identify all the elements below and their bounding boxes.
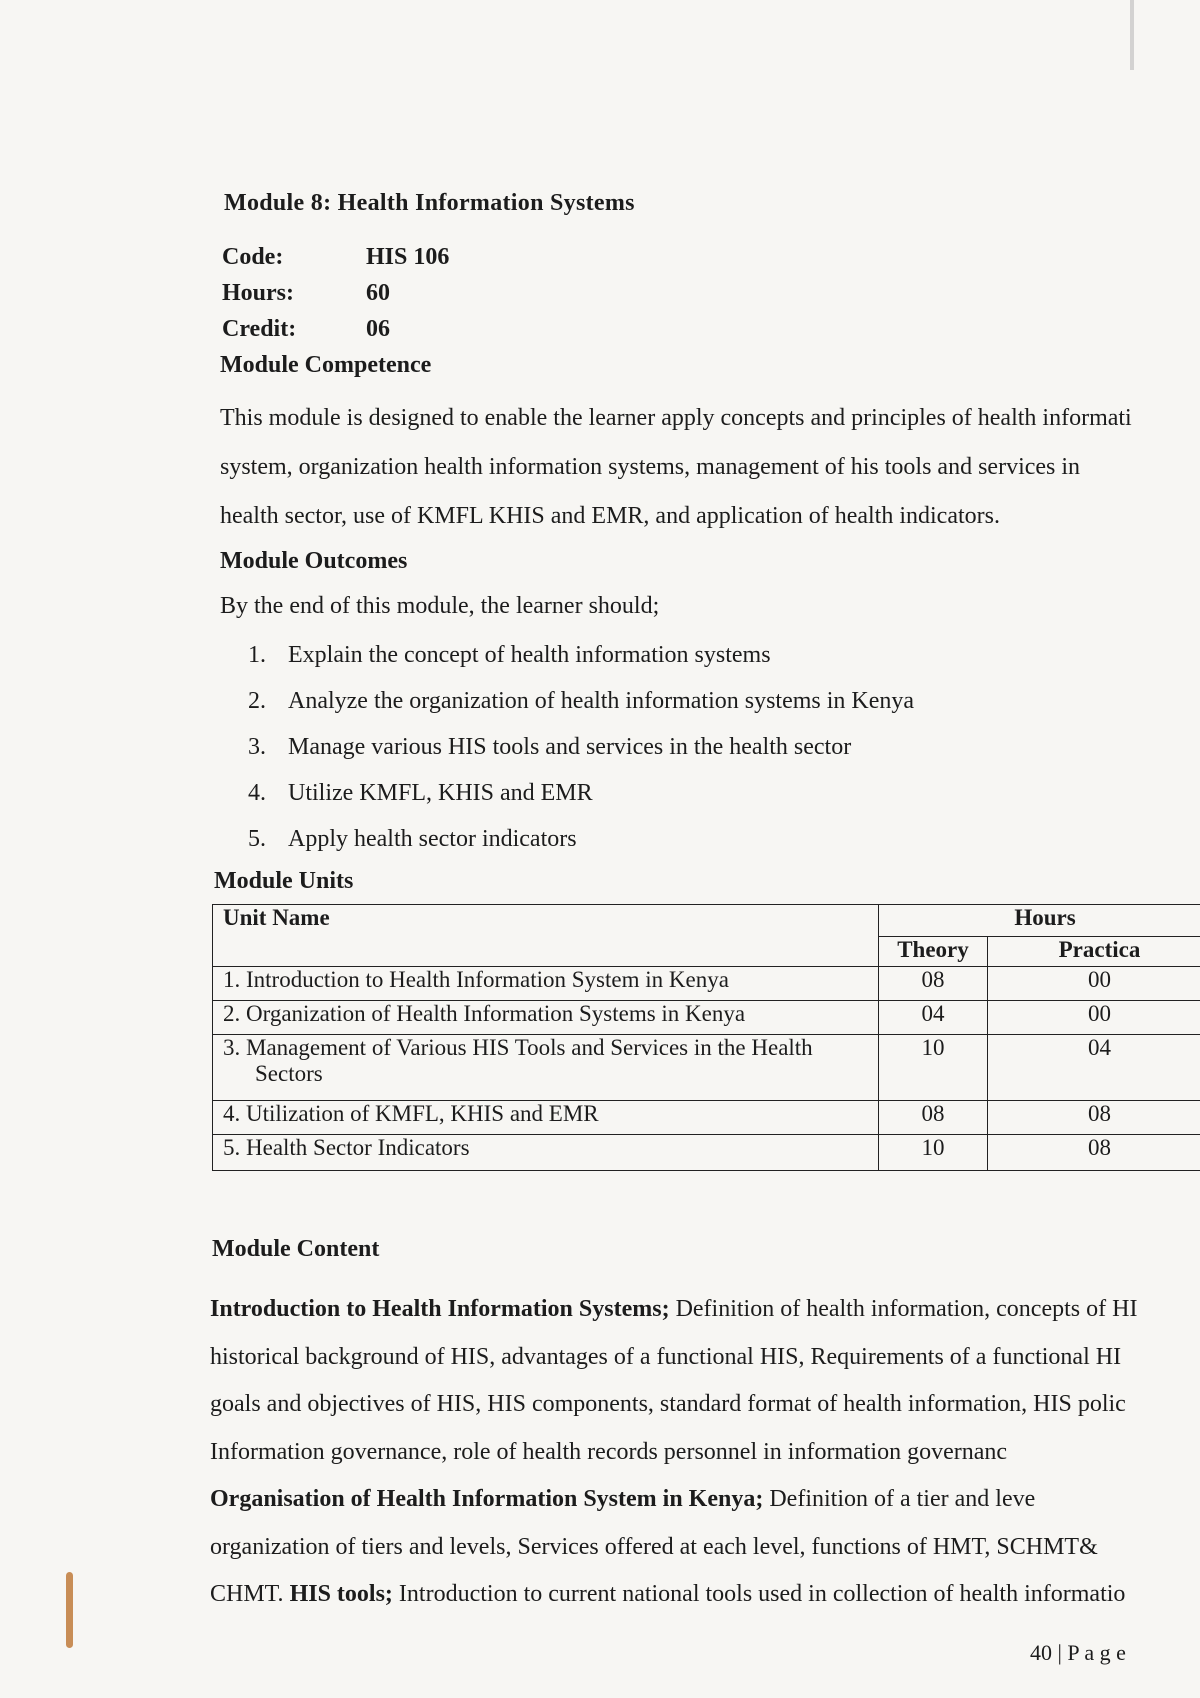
header-hours: Hours <box>879 905 1200 937</box>
practical-cell: 04 <box>988 1035 1200 1101</box>
content-line <box>210 1286 1200 1334</box>
item-text: Analyze the organization of health information systems in Kenya <box>288 688 915 714</box>
theory-cell: 08 <box>879 1101 988 1135</box>
item-number: 1. <box>248 642 266 668</box>
unit-name-line: Sectors <box>255 1061 323 1086</box>
topic-intro-his: Introduction to Health Information Systems; <box>210 1296 670 1322</box>
hours-value: 60 <box>366 280 390 306</box>
outcomes-list <box>248 632 914 862</box>
outcomes-intro: By the end of this module, the learner should; <box>220 593 660 619</box>
competence-heading: Module Competence <box>220 352 432 378</box>
content-line <box>210 1571 1200 1619</box>
list-item <box>248 724 914 770</box>
competence-line: This module is designed to enable the learner apply concepts and principles of health informati <box>220 405 1132 431</box>
outcomes-heading: Module Outcomes <box>220 548 408 574</box>
content-line: historical background of HIS, advantages of a functional HIS, Requirements of a functional HI <box>210 1343 1122 1370</box>
topic-organisation: Organisation of Health Information System in Kenya; <box>210 1486 764 1512</box>
theory-cell: 10 <box>879 1035 988 1101</box>
scan-artifact <box>66 1572 73 1648</box>
list-item <box>248 816 914 862</box>
item-number: 3. <box>248 734 266 760</box>
hours-row <box>222 280 390 307</box>
theory-cell: 04 <box>879 1001 988 1035</box>
practical-cell: 08 <box>988 1135 1200 1171</box>
content-line: Information governance, role of health records personnel in information governanc <box>210 1438 1008 1465</box>
code-row <box>222 244 449 271</box>
table-row <box>213 967 1200 1001</box>
content-line <box>210 1476 1200 1524</box>
table-row <box>213 1035 1200 1101</box>
unit-name-cell: 5. Health Sector Indicators <box>213 1135 879 1171</box>
content-heading: Module Content <box>212 1236 380 1262</box>
item-text: Apply health sector indicators <box>288 826 577 852</box>
content-text: Introduction to current national tools used in collection of health informatio <box>392 1581 1126 1607</box>
table-row <box>213 1101 1200 1135</box>
table-row <box>213 1135 1200 1171</box>
units-table <box>212 904 1200 1171</box>
content-line: goals and objectives of HIS, HIS components, standard format of health information, HIS polic <box>210 1391 1126 1417</box>
unit-name-cell <box>213 1035 879 1101</box>
content-line: organization of tiers and levels, Services offered at each level, functions of HMT, SCHMT& <box>210 1533 1098 1560</box>
header-unit-name: Unit Name <box>213 905 879 967</box>
credit-label: Credit: <box>222 316 297 342</box>
page-number: 40 | P a g e <box>1030 1640 1126 1665</box>
topic-his-tools: HIS tools; <box>289 1581 393 1607</box>
content-body <box>210 1286 1200 1619</box>
units-heading: Module Units <box>214 868 354 894</box>
item-text: Explain the concept of health information systems <box>288 642 771 668</box>
item-number: 4. <box>248 780 266 806</box>
practical-cell: 08 <box>988 1101 1200 1135</box>
practical-cell: 00 <box>988 967 1200 1001</box>
credit-row <box>222 316 390 343</box>
table-row <box>213 1001 1200 1035</box>
item-text: Manage various HIS tools and services in the health sector <box>288 734 852 760</box>
header-practical: Practica <box>988 937 1200 967</box>
hours-label: Hours: <box>222 280 294 306</box>
table-header-row <box>213 905 1200 937</box>
theory-cell: 08 <box>879 967 988 1001</box>
list-item <box>248 678 914 724</box>
code-label: Code: <box>222 244 284 270</box>
unit-name-cell: 2. Organization of Health Information Systems in Kenya <box>213 1001 879 1035</box>
item-number: 2. <box>248 688 266 714</box>
header-theory: Theory <box>879 937 988 967</box>
competence-paragraph <box>220 394 1200 541</box>
theory-cell: 10 <box>879 1135 988 1171</box>
credit-value: 06 <box>366 316 390 342</box>
code-value: HIS 106 <box>366 244 450 270</box>
content-text: Definition of health information, concepts of HI <box>669 1296 1138 1322</box>
content-text: Definition of a tier and leve <box>763 1486 1036 1512</box>
content-text: CHMT. <box>210 1581 290 1607</box>
item-text: Utilize KMFL, KHIS and EMR <box>288 780 593 806</box>
list-item <box>248 632 914 678</box>
practical-cell: 00 <box>988 1001 1200 1035</box>
unit-name-line: 3. Management of Various HIS Tools and Services in the Health <box>223 1035 813 1060</box>
unit-name-cell: 1. Introduction to Health Information System in Kenya <box>213 967 879 1001</box>
list-item <box>248 770 914 816</box>
unit-name-cell: 4. Utilization of KMFL, KHIS and EMR <box>213 1101 879 1135</box>
module-title: Module 8: Health Information Systems <box>224 190 635 216</box>
scan-artifact <box>1130 0 1134 70</box>
competence-line: health sector, use of KMFL KHIS and EMR, and application of health indicators. <box>220 503 1000 529</box>
competence-line: system, organization health information systems, management of his tools and services in <box>220 454 1081 480</box>
item-number: 5. <box>248 826 266 852</box>
